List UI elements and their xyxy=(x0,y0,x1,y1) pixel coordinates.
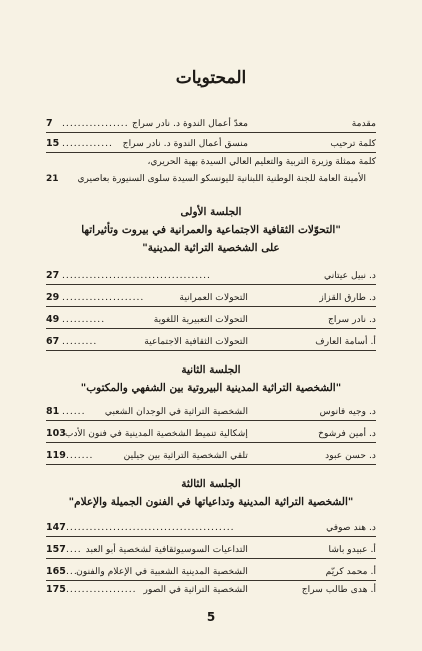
toc-author: د. هند صوفي xyxy=(326,522,376,533)
toc-topic: معدّ أعمال الندوة د. نادر سراج xyxy=(132,118,248,129)
row-divider xyxy=(46,464,376,465)
toc-row xyxy=(46,118,376,134)
toc-row xyxy=(46,566,376,582)
row-divider xyxy=(46,306,376,307)
row-divider xyxy=(46,132,376,133)
toc-leader: ... xyxy=(66,566,78,577)
toc-author: د. طارق القزاز xyxy=(319,292,376,303)
session-theme: على الشخصية التراثية المدينية" xyxy=(142,242,280,254)
row-divider xyxy=(46,580,376,581)
toc-topic: الشخصية التراثية في الوجدان الشعبي xyxy=(104,406,248,417)
toc-page-number: 157 xyxy=(46,544,66,555)
toc-topic: الشخصية المدينية الشعبية في الإعلام والفنون xyxy=(76,566,248,577)
toc-topic: الشخصية التراثية في الصور xyxy=(143,584,248,595)
row-divider xyxy=(46,350,376,351)
toc-page-number: 103 xyxy=(46,428,66,439)
toc-row xyxy=(46,292,376,308)
toc-row xyxy=(46,138,376,154)
toc-leader: ........................................... xyxy=(66,522,235,533)
toc-row xyxy=(46,522,376,538)
toc-author: د. أمين فرشوخ xyxy=(318,428,376,439)
toc-topic: التحولات العمرانية xyxy=(179,292,248,303)
toc-author: مقدمة xyxy=(351,118,376,129)
toc-topic: التحولات التعبيرية اللغوية xyxy=(153,314,248,325)
toc-topic: إشكالية تنميط الشخصية المدينية في فنون الأدب xyxy=(64,428,248,439)
toc-leader: ........... xyxy=(62,314,106,325)
toc-page-number: 67 xyxy=(46,336,60,347)
toc-author: كلمة ترحيب xyxy=(330,138,376,149)
row-divider xyxy=(46,442,376,443)
session-theme: "التحوّلات الثقافية الاجتماعية والعمرانية في بيروت وتأثيراتها xyxy=(81,224,341,236)
row-divider xyxy=(46,420,376,421)
row-divider xyxy=(46,152,376,153)
toc-row xyxy=(46,428,376,444)
toc-topic: التحولات الثقافية الاجتماعية xyxy=(144,336,248,347)
toc-row xyxy=(46,406,376,422)
session-theme: "الشخصية التراثية المدينية البيروتية بين الشفهي والمكتوب" xyxy=(80,382,342,394)
row-divider xyxy=(46,536,376,537)
toc-topic: التداعيات السوسيوثقافية لشخصية أبو العبد xyxy=(85,544,248,555)
toc-leader: ......... xyxy=(62,336,98,347)
toc-topic: تلقي الشخصية التراثية بين جيلين xyxy=(123,450,248,461)
toc-row xyxy=(46,314,376,330)
toc-leader: ...... xyxy=(62,406,86,417)
toc-page-number: 29 xyxy=(46,292,60,303)
toc-author: أ. أسامة العارف xyxy=(315,336,376,347)
toc-author: أ. هدى طالب سراج xyxy=(301,584,376,595)
toc-author: أ. عبيدو باشا xyxy=(328,544,376,555)
toc-author: د. حسن عبود xyxy=(325,450,376,461)
toc-author: د. نبيل عيتاني xyxy=(324,270,376,281)
toc-page-number: 15 xyxy=(46,138,60,149)
toc-page-number: 7 xyxy=(46,118,53,129)
toc-row xyxy=(46,544,376,560)
toc-page-number: 49 xyxy=(46,314,60,325)
toc-author: أ. محمد كريّم xyxy=(325,566,376,577)
toc-row xyxy=(46,584,376,600)
note-line: الأمينة العامة للجنة الوطنية اللبنانية لليونسكو السيدة سلوى السنيورة بعاصيري xyxy=(77,174,366,184)
toc-author: د. وجيه فانوس xyxy=(319,406,376,417)
toc-page-number: 175 xyxy=(46,584,66,595)
note-line: كلمة ممثلة وزيرة التربية والتعليم العالي السيدة بهية الحريري، xyxy=(147,157,376,167)
toc-leader: .... xyxy=(66,544,82,555)
toc-topic: منسق أعمال الندوة د. نادر سراج xyxy=(122,138,248,149)
toc-page-number: 165 xyxy=(46,566,66,577)
toc-leader: ................. xyxy=(62,118,129,129)
row-divider xyxy=(46,328,376,329)
session-theme: "الشخصية التراثية المدينية وتداعياتها في الفنون الجميلة والإعلام" xyxy=(68,496,354,508)
toc-page-number: 81 xyxy=(46,406,60,417)
toc-author: د. نادر سراج xyxy=(328,314,376,325)
session-heading: الجلسة الأولى xyxy=(180,206,242,218)
toc-row xyxy=(46,336,376,352)
row-divider xyxy=(46,284,376,285)
toc-leader: ...................................... xyxy=(62,270,211,281)
toc-leader: ..................... xyxy=(62,292,145,303)
toc-leader: .................. xyxy=(66,584,137,595)
page-number: 5 xyxy=(206,610,216,624)
toc-leader: ............. xyxy=(62,138,113,149)
toc-row xyxy=(46,450,376,466)
toc-page-number: 27 xyxy=(46,270,60,281)
toc-page-number: 21 xyxy=(46,174,59,184)
toc-page-number: 119 xyxy=(46,450,66,461)
session-heading: الجلسة الثالثة xyxy=(181,478,241,490)
session-heading: الجلسة الثانية xyxy=(181,364,241,376)
toc-leader: ....... xyxy=(66,450,94,461)
page-title: المحتويات xyxy=(175,68,247,88)
toc-row xyxy=(46,270,376,286)
row-divider xyxy=(46,558,376,559)
toc-page-number: 147 xyxy=(46,522,66,533)
